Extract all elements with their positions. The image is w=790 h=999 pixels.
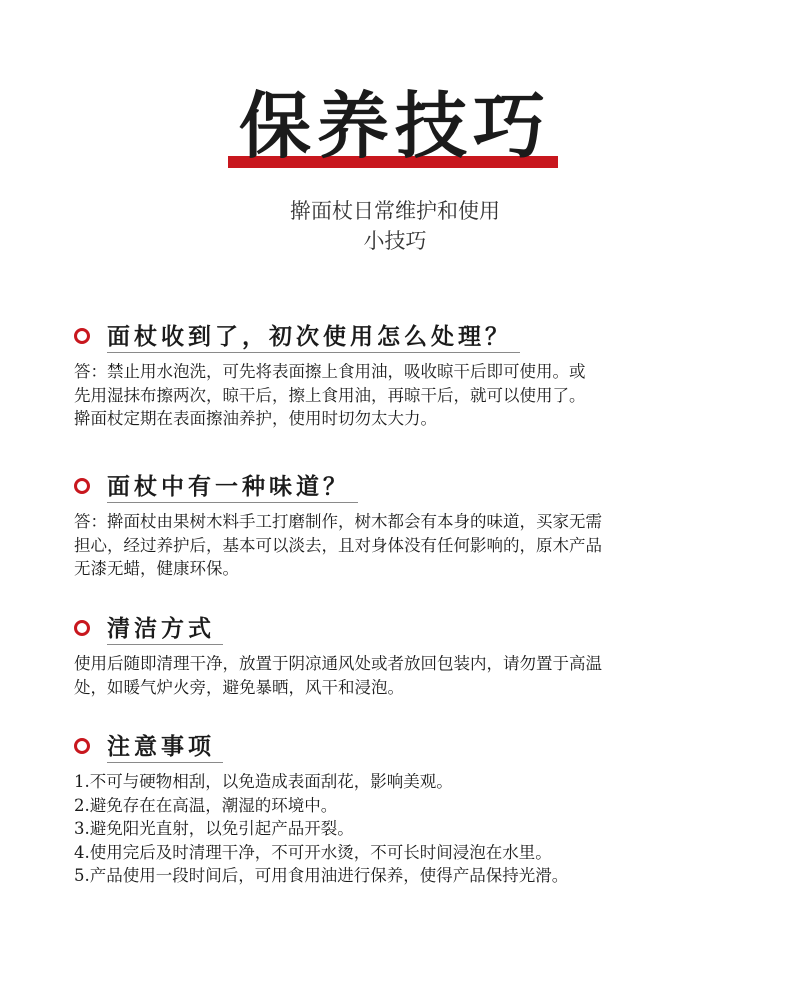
- page-title: 保养技巧: [238, 83, 551, 168]
- section-body: [74, 652, 724, 699]
- section-body: [74, 770, 724, 888]
- body-line: 使用后随即清理干净，放置于阴凉通风处或者放回包装内，请勿置于高温: [74, 654, 602, 673]
- section-body: [74, 360, 724, 431]
- body-line: 担心，经过养护后，基本可以淡去，且对身体没有任何影响的，原木产品: [74, 535, 602, 555]
- list-item: 1.不可与硬物相刮，以免造成表面刮花，影响美观。: [74, 772, 453, 791]
- section-title: 注意事项: [107, 732, 223, 763]
- list-item: 2.避免存在在高温，潮湿的环境中。: [74, 795, 338, 815]
- section-header: [74, 732, 724, 766]
- list-item: 4.使用完后及时清理干净，不可开水烫，不可长时间浸泡在水里。: [74, 842, 552, 862]
- section-title: 清洁方式: [107, 614, 223, 645]
- section-title: 面杖收到了，初次使用怎么处理？: [107, 322, 520, 353]
- body-line: 先用湿抹布擦两次，晾干后，擦上食用油，再晾干后，就可以使用了。: [74, 385, 586, 405]
- section-header: [74, 322, 724, 356]
- page-subtitle: [0, 196, 790, 256]
- list-item: 3.避免阳光直射，以免引起产品开裂。: [74, 819, 354, 838]
- section-title: 面杖中有一种味道？: [107, 472, 358, 503]
- body-line: 答：擀面杖由果树木料手工打磨制作，树木都会有本身的味道，买家无需: [74, 512, 602, 531]
- page-header: [0, 84, 790, 174]
- subtitle-line: 小技巧: [363, 229, 427, 253]
- body-line: 答：禁止用水泡洗，可先将表面擦上食用油，吸收晾干后即可使用。或: [74, 362, 586, 381]
- body-line: 处，如暖气炉火旁，避免暴晒，风干和浸泡。: [74, 677, 404, 697]
- circle-bullet-icon: [74, 328, 90, 344]
- section-header: [74, 472, 724, 506]
- section-first-use: [74, 322, 724, 431]
- section-notes: [74, 732, 724, 888]
- list-item: 5.产品使用一段时间后，可用食用油进行保养，使得产品保持光滑。: [74, 866, 569, 885]
- section-odor: [74, 472, 724, 581]
- body-line: 无漆无蜡，健康环保。: [74, 559, 239, 578]
- subtitle-line: 擀面杖日常维护和使用: [290, 199, 500, 223]
- circle-bullet-icon: [74, 478, 90, 494]
- circle-bullet-icon: [74, 738, 90, 754]
- body-line: 擀面杖定期在表面擦油养护，使用时切勿太大力。: [74, 409, 437, 428]
- circle-bullet-icon: [74, 620, 90, 636]
- section-cleaning: [74, 614, 724, 699]
- section-body: [74, 510, 724, 581]
- section-header: [74, 614, 724, 648]
